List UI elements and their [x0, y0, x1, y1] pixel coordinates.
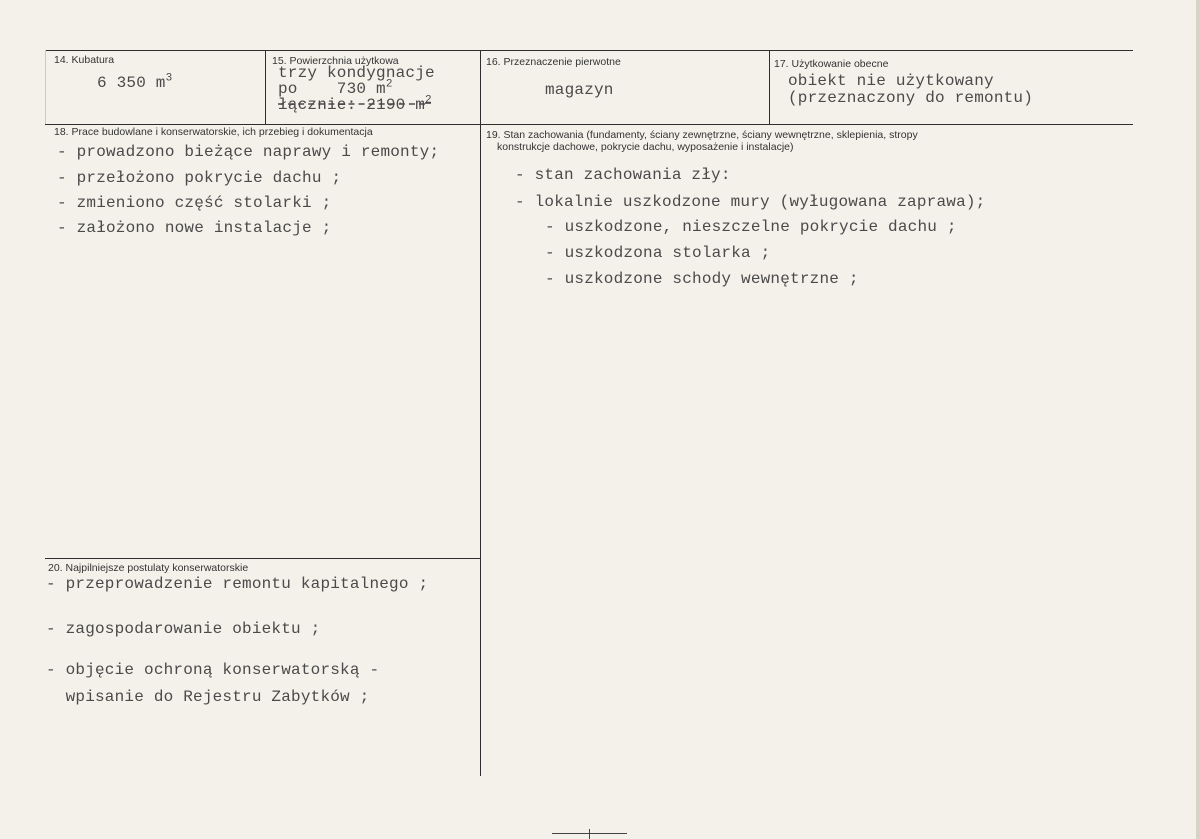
- field17-line2: (przeznaczony do remontu): [788, 89, 1034, 107]
- divider-16-17: [769, 50, 770, 124]
- field19-label-line1: 19. Stan zachowania (fundamenty, ściany zewnętrzne, ściany wewnętrzne, sklepienia, stropy: [486, 129, 918, 141]
- field17-line1: obiekt nie użytkowany: [788, 72, 994, 90]
- top-row-rule: [45, 50, 1133, 51]
- field14-value: [97, 74, 172, 92]
- second-row-rule: [45, 124, 1133, 125]
- field15-line2-sup: 2: [385, 78, 393, 91]
- bottom-tick-stem: [589, 829, 590, 839]
- field18-item-4: - założono nowe instalacje ;: [57, 219, 332, 237]
- field18-item-2: - przełożono pokrycie dachu ;: [57, 169, 342, 187]
- field20-label: 20. Najpilniejsze postulaty konserwatorskie: [48, 562, 249, 574]
- field20-item-3: - objęcie ochroną konserwatorską -: [46, 661, 380, 679]
- field20-item-4: wpisanie do Rejestru Zabytków ;: [46, 688, 370, 706]
- field20-item-1: - przeprowadzenie remontu kapitalnego ;: [46, 575, 429, 593]
- field19-item-3: - uszkodzone, nieszczelne pokrycie dachu ;: [545, 218, 957, 236]
- field19-item-2: - lokalnie uszkodzone mury (wyługowana zaprawa);: [515, 193, 986, 211]
- field20-rule: [45, 558, 481, 559]
- field15-line1: trzy kondygnacje: [278, 64, 435, 82]
- field19-label-line2: konstrukcje dachowe, pokrycie dachu, wyposażenie i instalacje): [497, 141, 794, 153]
- field16-label: 16. Przeznaczenie pierwotne: [486, 56, 621, 68]
- field14-label: 14. Kubatura: [54, 54, 115, 66]
- field18-item-1: - prowadzono bieżące naprawy i remonty;: [57, 143, 440, 161]
- field18-item-3: - zmieniono część stolarki ;: [57, 194, 332, 212]
- field15-label: 15. Powierzchnia użytkowa: [272, 55, 399, 67]
- field19-item-4: - uszkodzona stolarka ;: [545, 244, 771, 262]
- field19-item-5: - uszkodzone schody wewnętrzne ;: [545, 270, 859, 288]
- field15-line3: [278, 96, 432, 114]
- field15-line3-sup: 2: [425, 94, 432, 107]
- divider-14-15: [265, 50, 266, 124]
- field15-line3-text: łącznie: 2190 m: [278, 96, 426, 114]
- field16-value: magazyn: [545, 81, 614, 99]
- field14-number: 6 350 m: [97, 74, 166, 92]
- field18-label: 18. Prace budowlane i konserwatorskie, ich przebieg i dokumentacja: [54, 126, 373, 138]
- field14-sup: 3: [165, 72, 173, 85]
- field15-line2-text: po 730 m: [278, 80, 386, 98]
- divider-15-16: [480, 50, 481, 776]
- field20-item-2: - zagospodarowanie obiektu ;: [46, 620, 321, 638]
- field17-label: 17. Użytkowanie obecne: [774, 58, 889, 70]
- field19-item-1: - stan zachowania zły:: [515, 166, 731, 184]
- left-faint-edge: [45, 50, 46, 124]
